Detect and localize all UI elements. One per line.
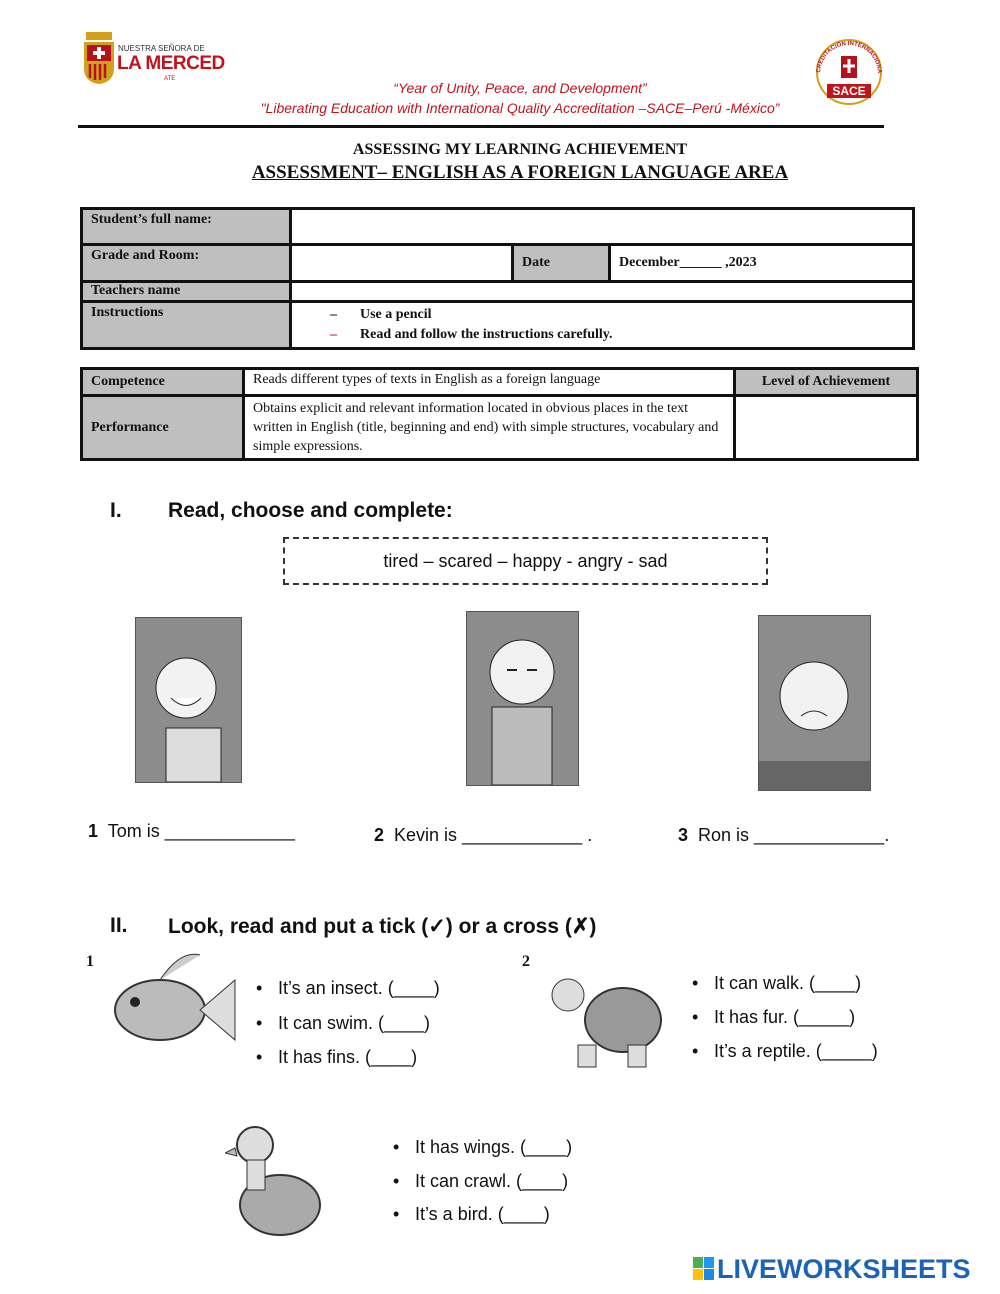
school-logo: NUESTRA SEÑORA DE LA MERCED ATE [82, 28, 222, 86]
statement[interactable]: • It’s a reptile. (_____) [714, 1041, 878, 1062]
section-2-title: Look, read and put a tick (✓) or a cross (✗) [168, 915, 597, 938]
level-of-achievement-field[interactable] [735, 396, 918, 460]
sace-accreditation-logo: CREDITACIÓN INTERNACIONA SACE [815, 38, 883, 108]
statement[interactable]: • It has fur. (_____) [714, 1007, 855, 1028]
section-2-numeral: II. [110, 914, 128, 937]
sentence-1-blank[interactable]: Tom is _____________ [107, 821, 295, 841]
student-info-table [80, 207, 915, 350]
instructions-label: Instructions [82, 302, 291, 349]
level-of-achievement-label: Level of Achievement [735, 369, 918, 396]
boy-illustration-icon [467, 612, 578, 785]
boy-illustration-icon [136, 618, 241, 782]
happy-boy-image [135, 617, 242, 783]
competence-label: Competence [82, 369, 244, 396]
date-field[interactable]: December______ ,2023 [610, 245, 914, 282]
statement[interactable]: • It has wings. (____) [415, 1137, 572, 1158]
duck-icon [225, 1120, 321, 1240]
teacher-label: Teachers name [82, 282, 291, 302]
word-bank: tired – scared – happy - angry - sad [283, 537, 768, 585]
boy-illustration-icon [759, 616, 870, 790]
section-1-numeral: I. [110, 499, 122, 522]
statement[interactable]: • It can swim. (____) [278, 1013, 430, 1034]
sentence-1: 1 Tom is _____________ [88, 821, 295, 841]
motto-line-1: “Year of Unity, Peace, and Development” [393, 80, 647, 96]
sentence-2: 2 Kevin is ____________ . [374, 825, 593, 845]
liveworksheets-mark-icon [693, 1257, 715, 1281]
turtle-icon [548, 965, 663, 1071]
statement[interactable]: • It can crawl. (____) [415, 1171, 568, 1192]
teacher-field[interactable] [291, 282, 914, 302]
statement[interactable]: • It’s an insect. (____) [278, 978, 440, 999]
statement[interactable]: • It can walk. (____) [714, 973, 861, 994]
accreditation-arc-text: CREDITACIÓN INTERNACIONA [815, 40, 883, 74]
student-name-field[interactable] [291, 209, 914, 245]
header-divider [78, 125, 884, 128]
fish-icon [105, 950, 240, 1060]
date-label: Date [513, 245, 610, 282]
sentence-3: 3 Ron is _____________. [678, 825, 890, 845]
motto-line-2: "Liberating Education with International Quality Accreditation –SACE–Perú -México” [260, 100, 780, 116]
instruction-item: – Read and follow the instructions carefully. [330, 327, 613, 342]
page-heading: ASSESSING MY LEARNING ACHIEVEMENT [352, 141, 688, 158]
section-1-title: Read, choose and complete: [168, 499, 453, 522]
crest-icon [82, 28, 116, 86]
student-name-label: Student’s full name: [82, 209, 291, 245]
competence-table [80, 367, 919, 461]
competence-text: Reads different types of texts in English as a foreign language [244, 369, 735, 396]
page-title: ASSESSMENT– ENGLISH AS A FOREIGN LANGUAGE AREA [251, 162, 789, 183]
grade-label: Grade and Room: [82, 245, 291, 282]
sentence-2-blank[interactable]: Kevin is ____________ . [394, 825, 593, 845]
group-1-number: 1 [86, 953, 94, 970]
liveworksheets-logo: LIVEWORKSHEETS [693, 1255, 971, 1283]
sentence-3-blank[interactable]: Ron is _____________. [698, 825, 890, 845]
statement[interactable]: • It has fins. (____) [278, 1047, 417, 1068]
group-2-number: 2 [522, 953, 530, 970]
sad-boy-image [758, 615, 871, 791]
statement[interactable]: • It’s a bird. (____) [415, 1204, 550, 1225]
tired-boy-image [466, 611, 579, 786]
performance-text: Obtains explicit and relevant information located in obvious places in the text written in English (title, beginning and end) with simple structures, vocabulary and simple expressions. [244, 396, 735, 460]
performance-label: Performance [82, 396, 244, 460]
grade-field[interactable] [291, 245, 513, 282]
instruction-item: – Use a pencil [330, 307, 432, 322]
